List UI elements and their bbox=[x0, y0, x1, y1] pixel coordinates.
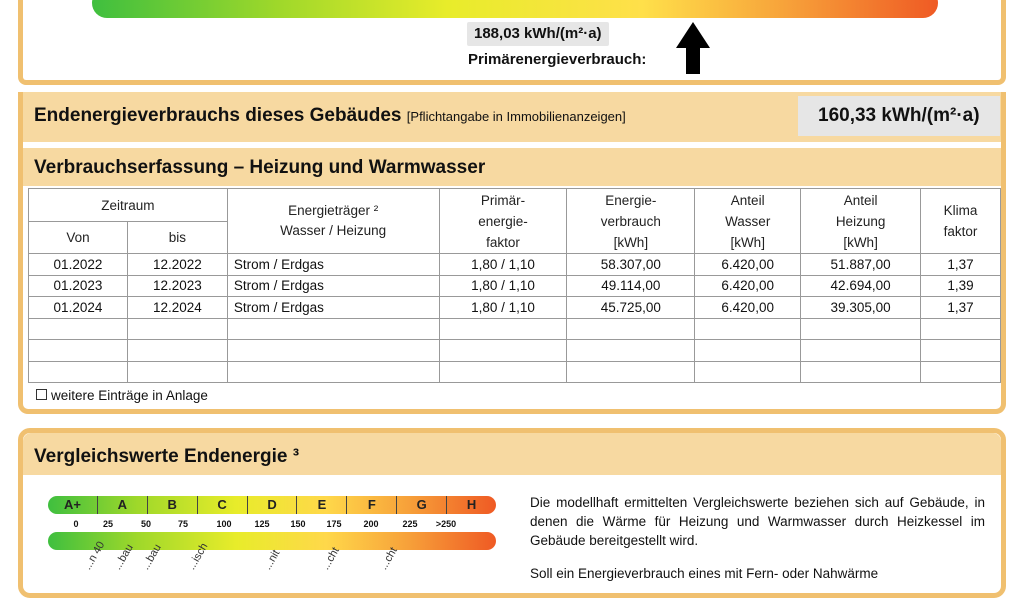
rotated-label: ...cht bbox=[377, 545, 400, 572]
class-label: D bbox=[248, 496, 298, 514]
cell-klima: 1,37 bbox=[921, 297, 1001, 319]
scale-ticks bbox=[48, 519, 496, 533]
comparison-title: Vergleichswerte Endenergie ³ bbox=[34, 446, 300, 467]
cell-wasser: 6.420,00 bbox=[695, 297, 801, 319]
rotated-label: ...bau bbox=[139, 542, 164, 572]
rotated-label: ...nit bbox=[261, 547, 283, 572]
tick-label: 200 bbox=[363, 519, 379, 529]
consumption-title: Verbrauchserfassung – Heizung und Warmwasser bbox=[34, 157, 486, 178]
tick-label: 150 bbox=[290, 519, 306, 529]
cell-klima: 1,39 bbox=[921, 275, 1001, 297]
comparison-paragraph-1: Die modellhaft ermittelten Vergleichswerte beziehen sich auf Gebäude, in denen die Wärme für Heizung und Warmwasser durch Heizkessel im Gebäude bereitgestellt wird. bbox=[530, 495, 985, 548]
header-anteil-heizung: Anteil Heizung [kWh] bbox=[801, 189, 921, 254]
tick-label: >250 bbox=[435, 519, 457, 529]
class-label: H bbox=[466, 497, 477, 512]
class-label: G bbox=[397, 496, 447, 514]
header-von: Von bbox=[29, 222, 128, 254]
header-klimafaktor: Klima faktor bbox=[921, 189, 1001, 254]
end-energy-note: [Pflichtangabe in Immobilienanzeigen] bbox=[406, 109, 626, 124]
arrow-up-icon bbox=[676, 22, 710, 74]
table-row-empty bbox=[29, 361, 1001, 383]
cell-heizung: 39.305,00 bbox=[801, 297, 921, 319]
tick-label: 175 bbox=[326, 519, 342, 529]
tick-label: 0 bbox=[73, 519, 79, 529]
cell-bis: 12.2024 bbox=[127, 297, 227, 319]
end-energy-title: Endenergieverbrauchs dieses Gebäudes bbox=[34, 105, 402, 126]
table-row-empty bbox=[29, 340, 1001, 362]
table-row-empty bbox=[29, 318, 1001, 340]
tick-label: 100 bbox=[216, 519, 232, 529]
cell-von: 01.2024 bbox=[29, 297, 128, 319]
header-energieverbrauch: Energie- verbrauch [kWh] bbox=[567, 189, 695, 254]
cell-von: 01.2022 bbox=[29, 254, 128, 276]
comparison-text bbox=[530, 493, 985, 583]
table-row bbox=[29, 275, 1001, 297]
cell-verbrauch: 49.114,00 bbox=[567, 275, 695, 297]
end-energy-label bbox=[34, 105, 626, 127]
header-energietraeger: Energieträger ² Wasser / Heizung bbox=[227, 189, 439, 254]
cell-bis: 12.2023 bbox=[127, 275, 227, 297]
cell-faktor: 1,80 / 1,10 bbox=[439, 275, 567, 297]
tick-label: 75 bbox=[177, 519, 189, 529]
cell-bis: 12.2022 bbox=[127, 254, 227, 276]
cell-klima: 1,37 bbox=[921, 254, 1001, 276]
header-anteil-wasser: Anteil Wasser [kWh] bbox=[695, 189, 801, 254]
end-energy-value: 160,33 kWh/(m²·a) bbox=[818, 105, 980, 126]
cell-traeger: Strom / Erdgas bbox=[227, 297, 439, 319]
more-entries-checkbox[interactable] bbox=[36, 388, 208, 403]
primary-energy-value: 188,03 kWh/(m²·a) bbox=[467, 22, 609, 46]
efficiency-class-scale bbox=[48, 496, 496, 514]
cell-von: 01.2023 bbox=[29, 275, 128, 297]
cell-verbrauch: 58.307,00 bbox=[567, 254, 695, 276]
table-row bbox=[29, 297, 1001, 319]
primary-energy-label: Primärenergieverbrauch: bbox=[468, 51, 647, 68]
cell-heizung: 51.887,00 bbox=[801, 254, 921, 276]
rotated-label: ...isch bbox=[185, 541, 211, 572]
cell-heizung: 42.694,00 bbox=[801, 275, 921, 297]
cell-wasser: 6.420,00 bbox=[695, 254, 801, 276]
cell-traeger: Strom / Erdgas bbox=[227, 254, 439, 276]
class-label: A bbox=[98, 496, 148, 514]
comparison-paragraph-2: Soll ein Energieverbrauch eines mit Fern- oder Nahwärme bbox=[530, 566, 879, 581]
class-label: B bbox=[148, 496, 198, 514]
more-entries-label: weitere Einträge in Anlage bbox=[51, 388, 208, 403]
class-label: A+ bbox=[48, 496, 98, 514]
consumption-table bbox=[28, 188, 1001, 383]
cell-faktor: 1,80 / 1,10 bbox=[439, 254, 567, 276]
tick-label: 50 bbox=[140, 519, 152, 529]
rotated-label: ...cht bbox=[319, 545, 342, 572]
tick-label: 225 bbox=[402, 519, 418, 529]
cell-wasser: 6.420,00 bbox=[695, 275, 801, 297]
energy-scale-bar bbox=[92, 0, 938, 18]
tick-label: 25 bbox=[102, 519, 114, 529]
header-primaerfaktor: Primär- energie- faktor bbox=[439, 189, 567, 254]
cell-verbrauch: 45.725,00 bbox=[567, 297, 695, 319]
header-zeitraum: Zeitraum bbox=[29, 189, 228, 222]
rotated-label: ...n 40 bbox=[81, 539, 108, 572]
table-row bbox=[29, 254, 1001, 276]
cell-faktor: 1,80 / 1,10 bbox=[439, 297, 567, 319]
rotated-label: ...bau bbox=[111, 542, 136, 572]
class-label: E bbox=[297, 496, 347, 514]
checkbox-icon[interactable] bbox=[36, 389, 47, 400]
tick-label: 125 bbox=[254, 519, 270, 529]
cell-traeger: Strom / Erdgas bbox=[227, 275, 439, 297]
class-label: F bbox=[347, 496, 397, 514]
header-bis: bis bbox=[127, 222, 227, 254]
class-label: C bbox=[198, 496, 248, 514]
